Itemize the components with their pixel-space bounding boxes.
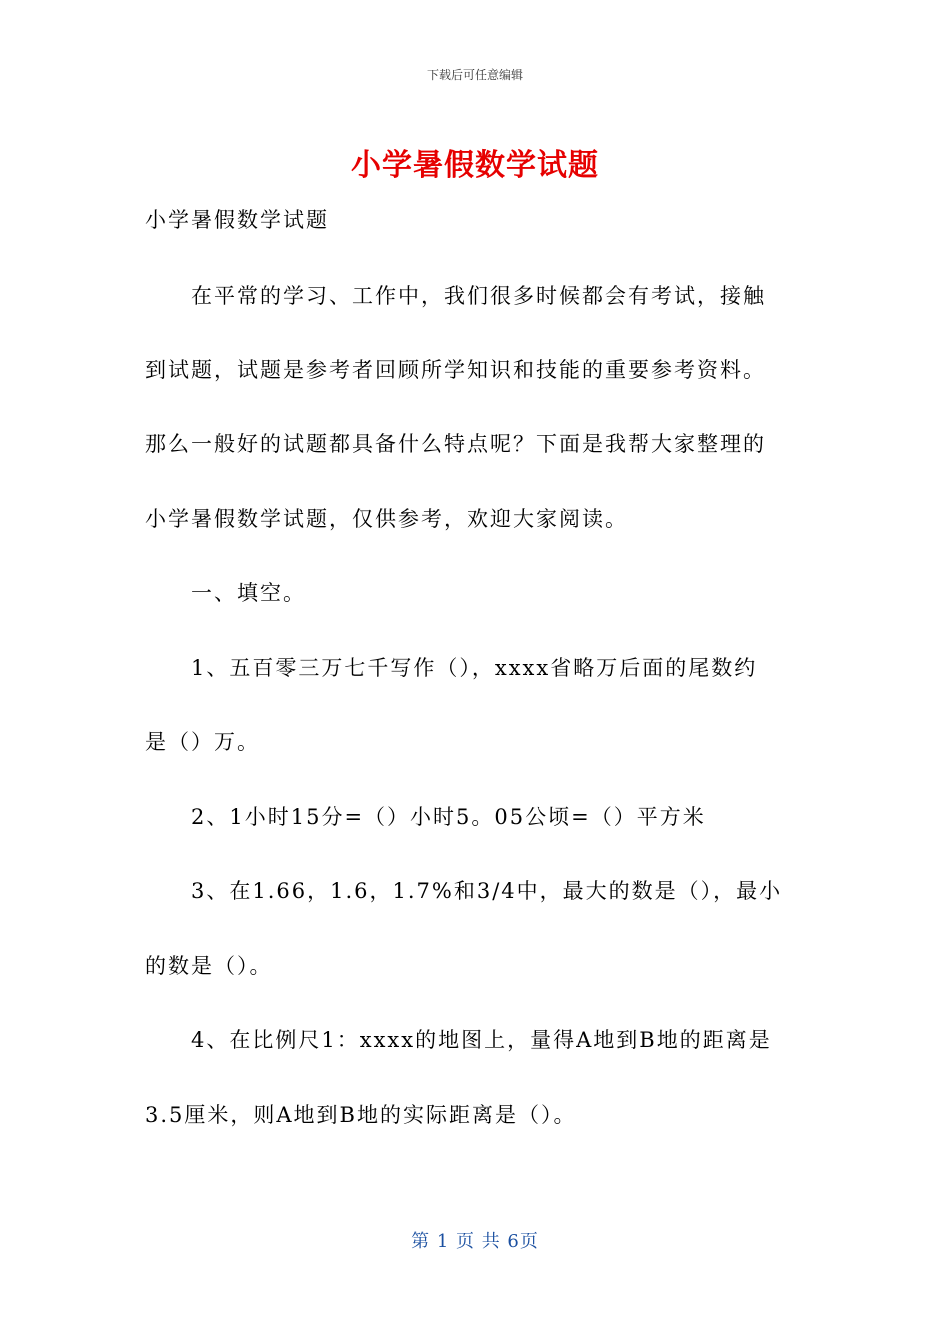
question-line: 1、五百零三万七千写作（），xxxx省略万后面的尾数约 [191, 656, 758, 680]
paragraph-line: 在平常的学习、工作中，我们很多时候都会有考试，接触 [191, 284, 766, 308]
question-line: 的数是（）。 [145, 954, 273, 978]
paragraph-line: 小学暑假数学试题，仅供参考，欢迎大家阅读。 [145, 507, 628, 531]
document-title: 小学暑假数学试题 [351, 148, 599, 183]
section-heading: 一、填空。 [191, 581, 306, 605]
question-line: 2、1小时15分=（）小时5。05公顷=（）平方米 [191, 805, 706, 829]
header-note: 下载后可任意编辑 [426, 68, 523, 82]
question-line: 4、在比例尺1：xxxx的地图上，量得A地到B地的距离是 [191, 1028, 772, 1052]
page-number: 第 1 页 共 6页 [411, 1231, 539, 1252]
paragraph-line: 到试题，试题是参考者回顾所学知识和技能的重要参考资料。 [145, 358, 766, 382]
subtitle-line: 小学暑假数学试题 [145, 208, 329, 232]
question-line: 3.5厘米，则A地到B地的实际距离是（）。 [145, 1103, 577, 1127]
question-line: 是（）万。 [145, 730, 260, 754]
question-line: 3、在1.66，1.6，1.7%和3/4中，最大的数是（），最小 [191, 879, 783, 903]
paragraph-line: 那么一般好的试题都具备什么特点呢？下面是我帮大家整理的 [145, 432, 766, 456]
